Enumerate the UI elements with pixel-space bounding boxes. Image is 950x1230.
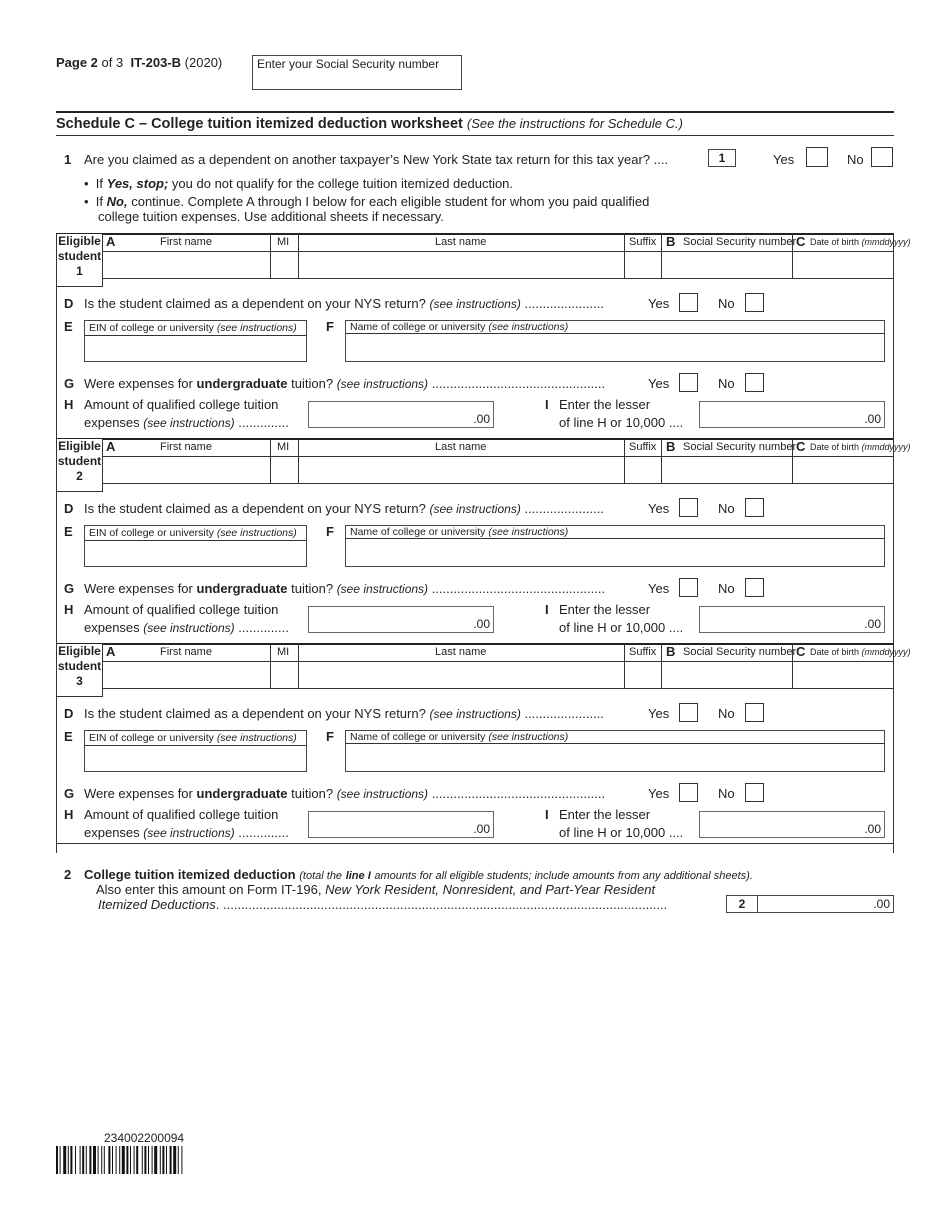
i-cents: .00 [864,822,881,836]
label-i: I [545,602,549,617]
barcode-bar [152,1146,153,1174]
eligible-student-label: Eligible student 2 [57,439,103,492]
student-block-top-rule [56,233,894,235]
name-row-bottom [102,278,893,279]
g-yes-checkbox[interactable] [679,783,698,802]
h-amount-input[interactable] [308,811,494,838]
barcode-bar [75,1146,76,1174]
student-block-bottom-rule [56,843,894,844]
student-block-top-rule [56,438,894,440]
h-line1: Amount of qualified college tuition [84,602,279,617]
line1-question: Are you claimed as a dependent on another taxpayer’s New York State tax return for this tax year? .... [84,152,669,167]
barcode-bar [56,1146,58,1174]
g-yes-checkbox[interactable] [679,373,698,392]
suffix-input[interactable] [625,457,660,482]
barcode-bar [142,1146,143,1174]
i-line1: Enter the lesser [559,807,651,822]
label-b: B [666,644,676,659]
barcode-bar [122,1146,125,1174]
i-line1: Enter the lesser [559,397,651,412]
dob-label: Date of birth (mmddyyyy) [810,442,911,452]
d-yes-label: Yes [648,501,670,516]
mi-input[interactable] [271,457,297,482]
college-name-label: Name of college or university (see instructions) [350,731,569,743]
ssn-input-label: Enter your Social Security number [257,57,440,71]
line2-number: 2 [64,867,72,882]
label-i: I [545,807,549,822]
ein-label: EIN of college or university (see instructions) [89,527,297,539]
g-no-label: No [718,786,735,801]
ein-input[interactable] [84,730,307,772]
barcode [56,1146,240,1174]
barcode-bar [112,1146,113,1174]
ein-input[interactable] [84,320,307,362]
student-block-right-border [893,233,894,438]
college-name-input[interactable] [345,525,885,567]
barcode-bar [170,1146,172,1174]
d-no-label: No [718,706,735,721]
d-yes-label: Yes [648,706,670,721]
ein-input[interactable] [84,525,307,567]
mi-input[interactable] [271,662,297,687]
label-g: G [64,786,75,801]
college-name-input[interactable] [345,320,885,362]
title-rule-bottom [56,135,894,136]
h-cents: .00 [473,617,490,631]
last-name-input[interactable] [299,457,623,482]
barcode-bar [154,1146,157,1174]
student-ssn-input[interactable] [662,252,791,277]
barcode-bar [80,1146,81,1174]
label-a: A [106,439,116,454]
line1-number: 1 [64,152,72,167]
last-name-label: Last name [435,236,487,248]
barcode-bar [134,1146,135,1174]
barcode-bar [181,1146,182,1174]
i-amount-input[interactable] [699,606,885,633]
first-name-label: First name [160,441,212,453]
student-block-right-border [893,438,894,643]
ein-label: EIN of college or university (see instructions) [89,322,297,334]
label-h: H [64,397,74,412]
label-g: G [64,581,75,596]
barcode-bar [70,1146,72,1174]
i-line2: of line H or 10,000 .... [559,620,684,635]
i-line1: Enter the lesser [559,602,651,617]
g-yes-label: Yes [648,581,670,596]
ssn-input[interactable] [252,55,462,90]
d-question: Is the student claimed as a dependent on your NYS return? (see instructions) ...................... [84,706,604,721]
ein-label: EIN of college or university (see instructions) [89,732,297,744]
label-f: F [326,524,334,539]
h-cents: .00 [473,412,490,426]
g-no-checkbox[interactable] [745,783,764,802]
h-line2: expenses (see instructions) .............. [84,620,289,635]
line2-title-row: College tuition itemized deduction (total the line I amounts for all eligible students; include amounts from any additional sheets). [84,867,753,882]
suffix-label: Suffix [629,646,657,658]
college-name-input[interactable] [345,730,885,772]
d-yes-checkbox[interactable] [679,293,698,312]
ssn-label: Social Security number [683,441,797,453]
g-no-label: No [718,376,735,391]
barcode-bar [108,1146,110,1174]
g-no-checkbox[interactable] [745,578,764,597]
line2-amount-input[interactable] [757,895,894,913]
label-f: F [326,319,334,334]
barcode-bar [144,1146,146,1174]
barcode-bar [60,1146,61,1174]
ein-divider [85,335,306,336]
label-e: E [64,729,73,744]
label-b: B [666,439,676,454]
first-name-input[interactable] [103,252,269,277]
barcode-bar [162,1146,164,1174]
suffix-label: Suffix [629,441,657,453]
label-c: C [796,439,806,454]
d-question: Is the student claimed as a dependent on your NYS return? (see instructions) ...................... [84,501,604,516]
line2-cents: .00 [873,897,890,911]
barcode-bar [93,1146,96,1174]
barcode-bar [86,1146,87,1174]
line2-box-number: 2 [726,895,758,913]
line1-no-checkbox[interactable] [871,147,893,167]
title-rule-top [56,111,894,113]
dob-input[interactable] [793,252,892,277]
label-d: D [64,706,74,721]
g-yes-checkbox[interactable] [679,578,698,597]
line1-bullet-no: • If No, continue. Complete A through I below for each eligible student for whom you paid qualified [84,194,650,209]
g-no-label: No [718,581,735,596]
h-line1: Amount of qualified college tuition [84,397,279,412]
college-divider [346,743,884,744]
i-line2: of line H or 10,000 .... [559,825,684,840]
d-question: Is the student claimed as a dependent on your NYS return? (see instructions) ...................... [84,296,604,311]
college-divider [346,538,884,539]
barcode-bar [82,1146,84,1174]
d-yes-checkbox[interactable] [679,703,698,722]
barcode-bar [101,1146,102,1174]
line1-box-number: 1 [708,149,736,167]
line2-also: Also enter this amount on Form IT-196, New York Resident, Nonresident, and Part-Year Resident [96,882,656,897]
line1-yes-label: Yes [773,152,795,167]
barcode-bar [89,1146,91,1174]
name-row-bottom [102,483,893,484]
label-h: H [64,807,74,822]
college-name-label: Name of college or university (see instructions) [350,321,569,333]
barcode-bar [116,1146,117,1174]
i-amount-input[interactable] [699,401,885,428]
line2-form-name: Itemized Deductions. ........................................................................................................................... [98,897,668,912]
label-d: D [64,296,74,311]
barcode-bar [104,1146,105,1174]
label-a: A [106,644,116,659]
suffix-input[interactable] [625,662,660,687]
i-line2: of line H or 10,000 .... [559,415,684,430]
barcode-bar [160,1146,161,1174]
g-yes-label: Yes [648,376,670,391]
first-name-input[interactable] [103,662,269,687]
name-row-bottom [102,688,893,689]
dob-label: Date of birth (mmddyyyy) [810,237,911,247]
label-h: H [64,602,74,617]
last-name-label: Last name [435,646,487,658]
student-ssn-input[interactable] [662,662,791,687]
g-question: Were expenses for undergraduate tuition? (see instructions) ................................................ [84,376,606,391]
d-no-checkbox[interactable] [745,703,764,722]
first-name-label: First name [160,646,212,658]
label-f: F [326,729,334,744]
mi-input[interactable] [271,252,297,277]
eligible-student-label: Eligible student 3 [57,644,103,697]
barcode-number: 234002200094 [104,1131,185,1145]
mi-label: MI [277,646,290,658]
barcode-bar [173,1146,176,1174]
i-cents: .00 [864,412,881,426]
label-g: G [64,376,75,391]
label-i: I [545,397,549,412]
schedule-title: Schedule C – College tuition itemized deduction worksheet (See the instructions for Schedule C.) [56,116,683,132]
barcode-bar [178,1146,179,1174]
i-amount-input[interactable] [699,811,885,838]
label-b: B [666,234,676,249]
d-no-label: No [718,501,735,516]
g-question: Were expenses for undergraduate tuition? (see instructions) ................................................ [84,786,606,801]
line1-bullet-yes: • If Yes, stop; you do not qualify for the college tuition itemized deduction. [84,176,514,191]
barcode-bar [98,1146,99,1174]
line1-bullet-no-cont: college tuition expenses. Use additional sheets if necessary. [98,209,444,224]
g-question: Were expenses for undergraduate tuition? (see instructions) ................................................ [84,581,606,596]
d-yes-checkbox[interactable] [679,498,698,517]
label-c: C [796,644,806,659]
d-no-checkbox[interactable] [745,293,764,312]
eligible-student-label: Eligible student 1 [57,234,103,287]
h-cents: .00 [473,822,490,836]
h-line2: expenses (see instructions) .............. [84,825,289,840]
last-name-input[interactable] [299,252,623,277]
g-yes-label: Yes [648,786,670,801]
barcode-bar [166,1146,167,1174]
barcode-bar [148,1146,149,1174]
first-name-label: First name [160,236,212,248]
d-no-label: No [718,296,735,311]
label-e: E [64,524,73,539]
ssn-label: Social Security number [683,646,797,658]
d-no-checkbox[interactable] [745,498,764,517]
dob-input[interactable] [793,662,892,687]
college-divider [346,333,884,334]
mi-label: MI [277,236,290,248]
g-no-checkbox[interactable] [745,373,764,392]
line1-yes-checkbox[interactable] [806,147,828,167]
h-amount-input[interactable] [308,401,494,428]
h-line2: expenses (see instructions) .............. [84,415,289,430]
mi-label: MI [277,441,290,453]
d-yes-label: Yes [648,296,670,311]
dob-input[interactable] [793,457,892,482]
last-name-input[interactable] [299,662,623,687]
label-a: A [106,234,116,249]
student-block-top-rule [56,643,894,645]
first-name-input[interactable] [103,457,269,482]
ein-divider [85,540,306,541]
dob-label: Date of birth (mmddyyyy) [810,647,911,657]
h-line1: Amount of qualified college tuition [84,807,279,822]
barcode-bar [68,1146,69,1174]
barcode-bar [136,1146,138,1174]
barcode-bar [63,1146,66,1174]
h-amount-input[interactable] [308,606,494,633]
barcode-bar [130,1146,131,1174]
student-ssn-input[interactable] [662,457,791,482]
label-e: E [64,319,73,334]
college-name-label: Name of college or university (see instructions) [350,526,569,538]
suffix-label: Suffix [629,236,657,248]
barcode-bar [119,1146,120,1174]
line1-no-label: No [847,152,864,167]
ein-divider [85,745,306,746]
ssn-label: Social Security number [683,236,797,248]
student-block-right-border [893,643,894,853]
i-cents: .00 [864,617,881,631]
barcode-bar [126,1146,128,1174]
suffix-input[interactable] [625,252,660,277]
label-c: C [796,234,806,249]
label-d: D [64,501,74,516]
last-name-label: Last name [435,441,487,453]
page-indicator: Page 2 of 3 IT-203-B (2020) [56,55,223,70]
